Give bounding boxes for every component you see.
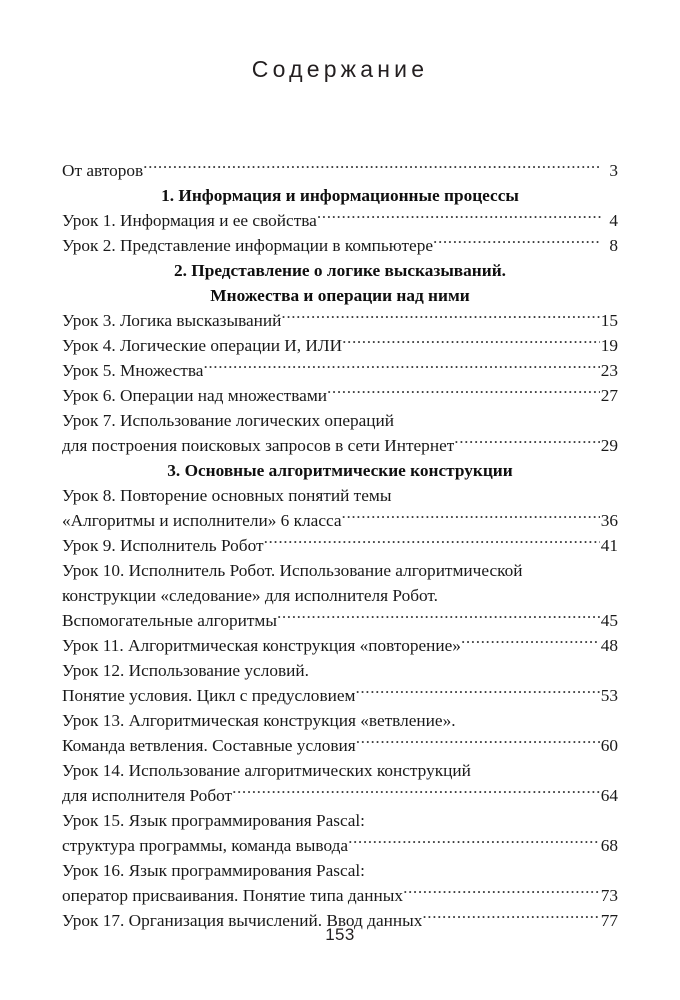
toc-entry-text: Урок 15. Язык программирования Pascal: bbox=[62, 811, 365, 830]
toc-dot-leader bbox=[264, 534, 600, 551]
toc-entry[interactable] bbox=[62, 333, 618, 358]
toc-entry-last-line bbox=[62, 883, 618, 908]
toc-entry-page-number: 77 bbox=[600, 911, 618, 930]
toc-entry[interactable] bbox=[62, 808, 618, 858]
toc-dot-leader bbox=[355, 684, 599, 701]
toc-entry-last-line bbox=[62, 358, 618, 383]
toc-entry-page-number: 53 bbox=[600, 686, 618, 705]
toc-entry-last-line bbox=[62, 208, 618, 233]
toc-dot-leader bbox=[433, 234, 601, 251]
toc-entry-line bbox=[62, 408, 618, 433]
toc-entry-text: Урок 7. Использование логических операций bbox=[62, 411, 395, 430]
toc-entry-text: Урок 14. Использование алгоритмических конструкций bbox=[62, 761, 471, 780]
toc-entry[interactable] bbox=[62, 208, 618, 233]
toc-entry[interactable] bbox=[62, 308, 618, 333]
toc-entry-page-number: 48 bbox=[600, 636, 618, 655]
toc-entry[interactable] bbox=[62, 658, 618, 708]
toc-entry[interactable] bbox=[62, 633, 618, 658]
toc-entry-page-number: 15 bbox=[600, 311, 618, 330]
toc-entry-text: Урок 13. Алгоритмическая конструкция «ветвление». bbox=[62, 711, 456, 730]
toc-entry-text: Вспомогательные алгоритмы bbox=[62, 611, 277, 630]
toc-dot-leader bbox=[342, 334, 600, 351]
toc-dot-leader bbox=[422, 909, 599, 926]
toc-entry-page-number: 4 bbox=[609, 211, 618, 230]
toc-entry-page-number: 19 bbox=[600, 336, 618, 355]
toc-entry-last-line bbox=[62, 433, 618, 458]
toc-entry-last-line bbox=[62, 733, 618, 758]
toc-entry-page-number: 23 bbox=[600, 361, 618, 380]
toc-entry-text: оператор присваивания. Понятие типа данных bbox=[62, 886, 404, 905]
toc-entry[interactable] bbox=[62, 533, 618, 558]
toc-dot-leader bbox=[327, 384, 600, 401]
page-title: Содержание bbox=[251, 56, 429, 82]
toc-entry-page-number: 60 bbox=[600, 736, 618, 755]
toc-entry-line bbox=[62, 583, 618, 608]
toc-entry-text: Урок 4. Логические операции И, ИЛИ bbox=[62, 336, 343, 355]
toc-dot-leader bbox=[461, 634, 600, 651]
toc-dot-leader bbox=[317, 209, 601, 226]
toc-entry[interactable] bbox=[62, 483, 618, 533]
toc-entry-last-line bbox=[62, 608, 618, 633]
page-number-folio: 153 bbox=[325, 925, 355, 944]
toc-entry-line bbox=[62, 708, 618, 733]
toc-entry-line bbox=[62, 758, 618, 783]
toc-entry-text: Урок 10. Исполнитель Робот. Использование алгоритмической bbox=[62, 561, 523, 580]
toc-entry-line bbox=[62, 808, 618, 833]
toc-dot-leader bbox=[348, 834, 600, 851]
toc-entry-last-line bbox=[62, 308, 618, 333]
toc-entry-page-number: 64 bbox=[600, 786, 618, 805]
toc-entry-page-number: 27 bbox=[600, 386, 618, 405]
toc-entry-text: для исполнителя Робот bbox=[62, 786, 233, 805]
toc-dot-leader bbox=[232, 784, 600, 801]
toc-entry-text: «Алгоритмы и исполнители» 6 класса bbox=[62, 511, 342, 530]
toc-entry-page-number: 3 bbox=[609, 161, 618, 180]
toc-entry-line bbox=[62, 483, 618, 508]
toc-entry-last-line bbox=[62, 233, 618, 258]
toc-entry-text: Урок 9. Исполнитель Робот bbox=[62, 536, 264, 555]
toc-entry[interactable] bbox=[62, 708, 618, 758]
toc-entry-page-number: 45 bbox=[600, 611, 618, 630]
toc-dot-leader bbox=[403, 884, 600, 901]
toc-entry[interactable] bbox=[62, 358, 618, 383]
toc-entry-last-line bbox=[62, 533, 618, 558]
toc-dot-leader bbox=[356, 734, 600, 751]
toc-entry-last-line bbox=[62, 333, 618, 358]
toc-section-heading bbox=[62, 183, 618, 208]
toc-entry-text: для построения поисковых запросов в сети Интернет bbox=[62, 436, 455, 455]
toc-entry-text: От авторов bbox=[62, 161, 144, 180]
toc-entry-page-number: 41 bbox=[600, 536, 618, 555]
toc-entry-text: Урок 17. Организация вычислений. Ввод данных bbox=[62, 911, 423, 930]
toc-dot-leader bbox=[203, 359, 599, 376]
toc-dot-leader bbox=[342, 509, 600, 526]
toc-entry-text: Команда ветвления. Составные условия bbox=[62, 736, 356, 755]
toc-entry-last-line bbox=[62, 833, 618, 858]
toc-entry-text: Урок 12. Использование условий. bbox=[62, 661, 309, 680]
toc-entry-text: Урок 6. Операции над множествами bbox=[62, 386, 328, 405]
toc-section-heading-line: 3. Основные алгоритмические конструкции bbox=[167, 461, 513, 480]
toc-section-heading bbox=[62, 458, 618, 483]
toc-entry-text: Урок 16. Язык программирования Pascal: bbox=[62, 861, 365, 880]
toc-section-heading-line: 2. Представление о логике высказываний. bbox=[174, 261, 506, 280]
toc-section-heading-line: 1. Информация и информационные процессы bbox=[161, 186, 519, 205]
toc-dot-leader bbox=[454, 434, 599, 451]
toc-entry-text: Урок 1. Информация и ее свойства bbox=[62, 211, 317, 230]
toc-entry-text: конструкции «следование» для исполнителя Робот. bbox=[62, 586, 438, 605]
toc-entry-last-line bbox=[62, 158, 618, 183]
toc-entry-last-line bbox=[62, 383, 618, 408]
toc-dot-leader bbox=[143, 159, 601, 176]
toc-entry[interactable] bbox=[62, 158, 618, 183]
toc-dot-leader bbox=[277, 609, 600, 626]
toc-entry[interactable] bbox=[62, 758, 618, 808]
toc-entry-text: Урок 8. Повторение основных понятий темы bbox=[62, 486, 392, 505]
toc-entry[interactable] bbox=[62, 233, 618, 258]
table-of-contents bbox=[62, 158, 618, 933]
toc-entry-text: структура программы, команда вывода bbox=[62, 836, 349, 855]
toc-entry[interactable] bbox=[62, 558, 618, 633]
toc-entry[interactable] bbox=[62, 858, 618, 908]
toc-entry-text: Урок 3. Логика высказываний bbox=[62, 311, 282, 330]
toc-entry-line bbox=[62, 658, 618, 683]
toc-entry[interactable] bbox=[62, 383, 618, 408]
toc-entry-text: Урок 5. Множества bbox=[62, 361, 204, 380]
toc-entry-text: Урок 11. Алгоритмическая конструкция «повторение» bbox=[62, 636, 461, 655]
toc-dot-leader bbox=[281, 309, 599, 326]
toc-entry-last-line bbox=[62, 508, 618, 533]
toc-entry-page-number: 29 bbox=[600, 436, 618, 455]
toc-entry-last-line bbox=[62, 783, 618, 808]
toc-entry-page-number: 8 bbox=[609, 236, 618, 255]
toc-entry-page-number: 36 bbox=[600, 511, 618, 530]
toc-entry-line bbox=[62, 558, 618, 583]
toc-entry-last-line bbox=[62, 633, 618, 658]
toc-section-heading bbox=[62, 258, 618, 308]
toc-entry-page-number: 68 bbox=[600, 836, 618, 855]
toc-entry-line bbox=[62, 858, 618, 883]
toc-entry-text: Понятие условия. Цикл с предусловием bbox=[62, 686, 356, 705]
toc-entry-text: Урок 2. Представление информации в компьютере bbox=[62, 236, 434, 255]
toc-entry-last-line bbox=[62, 683, 618, 708]
toc-entry[interactable] bbox=[62, 408, 618, 458]
toc-section-heading-line: Множества и операции над ними bbox=[210, 286, 470, 305]
toc-entry-page-number: 73 bbox=[600, 886, 618, 905]
